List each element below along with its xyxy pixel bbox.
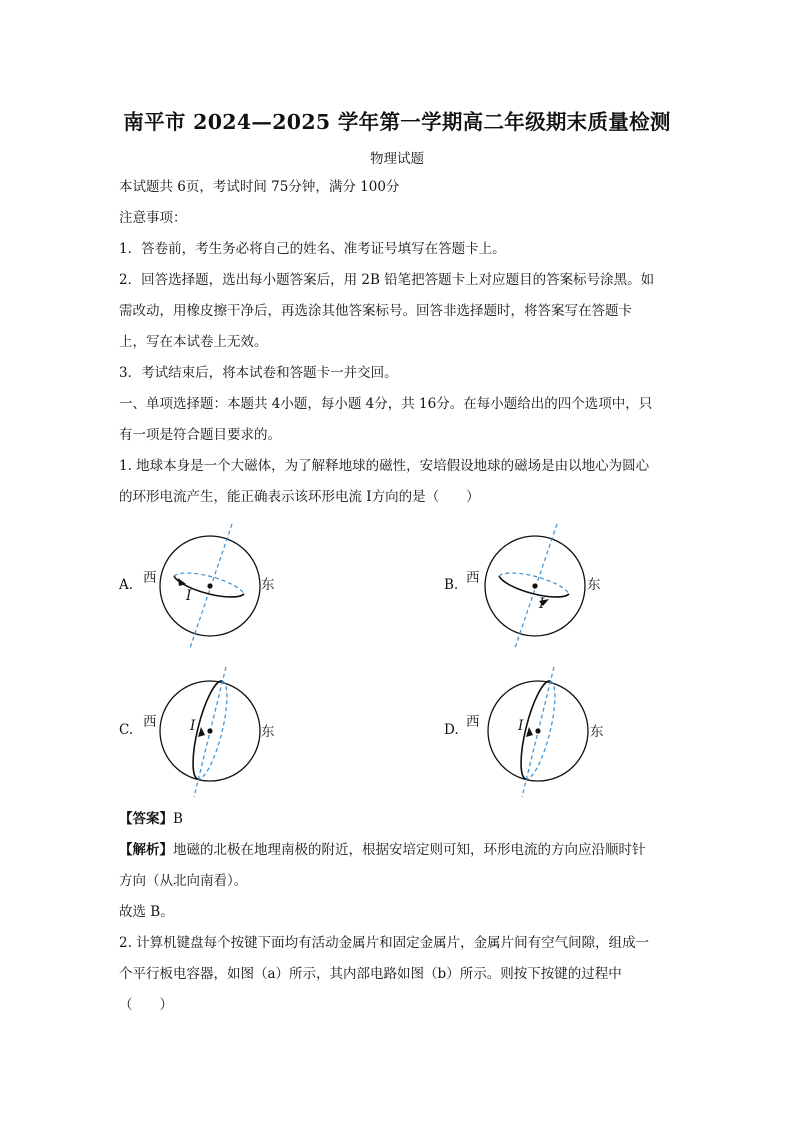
q1-conclusion: 故选 B。 bbox=[119, 904, 174, 920]
note-1: 1．答卷前，考生务必将自己的姓名、准考证号填写在答题卡上。 bbox=[119, 241, 506, 257]
analysis-text: 地磁的北极在地理南极的附近，根据安培定则可知，环形电流的方向应沿顺时针 bbox=[173, 842, 646, 858]
answer-tag: 【答案】 bbox=[119, 811, 173, 827]
q2-stem: 2. 计算机键盘每个按键下面均有活动金属片和固定金属片，金属片间有空气间隙，组成一 bbox=[119, 935, 650, 951]
option-b-east: 东 bbox=[587, 577, 601, 593]
option-c-label: C. bbox=[119, 722, 134, 738]
page-title: 南平市 2024—2025 学年第一学期高二年级期末质量检测 bbox=[123, 110, 671, 134]
option-a-figure bbox=[150, 520, 270, 650]
option-b-current: I bbox=[539, 596, 545, 612]
q1-analysis bbox=[119, 842, 646, 858]
current-loop-front bbox=[193, 681, 222, 779]
note-2-cont: 需改动，用橡皮擦干净后，再选涂其他答案标号。回答非选择题时，将答案写在答题卡 bbox=[119, 303, 632, 319]
q1-answer bbox=[119, 811, 183, 827]
option-c-current: I bbox=[190, 718, 196, 734]
earth-center bbox=[207, 728, 212, 733]
option-b-figure bbox=[475, 520, 595, 650]
page-subtitle: 物理试题 bbox=[370, 151, 424, 167]
section-heading: 一、单项选择题：本题共 4小题，每小题 4分，共 16分。在每小题给出的四个选项中，只 bbox=[119, 396, 653, 412]
current-arrow bbox=[198, 727, 205, 737]
option-b-west: 西 bbox=[466, 570, 480, 586]
q1-stem-cont: 的环形电流产生，能正确表示该环形电流 I方向的是（ ） bbox=[119, 489, 480, 505]
option-d-west: 西 bbox=[466, 714, 480, 730]
option-a-east: 东 bbox=[261, 577, 275, 593]
note-2: 2．回答选择题，选出每小题答案后，用 2B 铅笔把答题卡上对应题目的答案标号涂黑。如 bbox=[119, 272, 655, 288]
earth-center bbox=[207, 583, 212, 588]
notes-heading: 注意事项： bbox=[119, 210, 187, 226]
exam-info: 本试题共 6页，考试时间 75分钟，满分 100分 bbox=[119, 179, 400, 195]
option-c-east: 东 bbox=[261, 724, 275, 740]
section-heading-cont: 有一项是符合题目要求的。 bbox=[119, 427, 281, 443]
option-a-current: I bbox=[186, 588, 192, 604]
analysis-tag: 【解析】 bbox=[119, 842, 173, 858]
option-a-west: 西 bbox=[143, 570, 157, 586]
note-2-cont2: 上，写在本试卷上无效。 bbox=[119, 334, 268, 350]
option-d-label: D. bbox=[444, 722, 459, 738]
option-c-figure bbox=[150, 665, 270, 800]
option-d-current: I bbox=[518, 718, 524, 734]
earth-center bbox=[532, 583, 537, 588]
answer-value: B bbox=[173, 811, 183, 827]
option-b-label: B. bbox=[444, 577, 459, 593]
q1-stem: 1. 地球本身是一个大磁体，为了解释地球的磁性，安培假设地球的磁场是由以地心为圆心 bbox=[119, 458, 650, 474]
q2-stem-cont2: （ ） bbox=[119, 997, 173, 1013]
option-d-figure bbox=[478, 665, 598, 800]
current-loop-front bbox=[521, 681, 550, 779]
option-c-west: 西 bbox=[143, 714, 157, 730]
note-3: 3．考试结束后，将本试卷和答题卡一并交回。 bbox=[119, 365, 398, 381]
option-d-east: 东 bbox=[590, 724, 604, 740]
current-arrow bbox=[526, 727, 533, 737]
option-a-label: A. bbox=[119, 577, 134, 593]
q1-analysis-cont: 方向（从北向南看）。 bbox=[119, 873, 248, 889]
earth-center bbox=[535, 728, 540, 733]
q2-stem-cont: 个平行板电容器，如图（a）所示，其内部电路如图（b）所示。则按下按键的过程中 bbox=[119, 966, 622, 982]
